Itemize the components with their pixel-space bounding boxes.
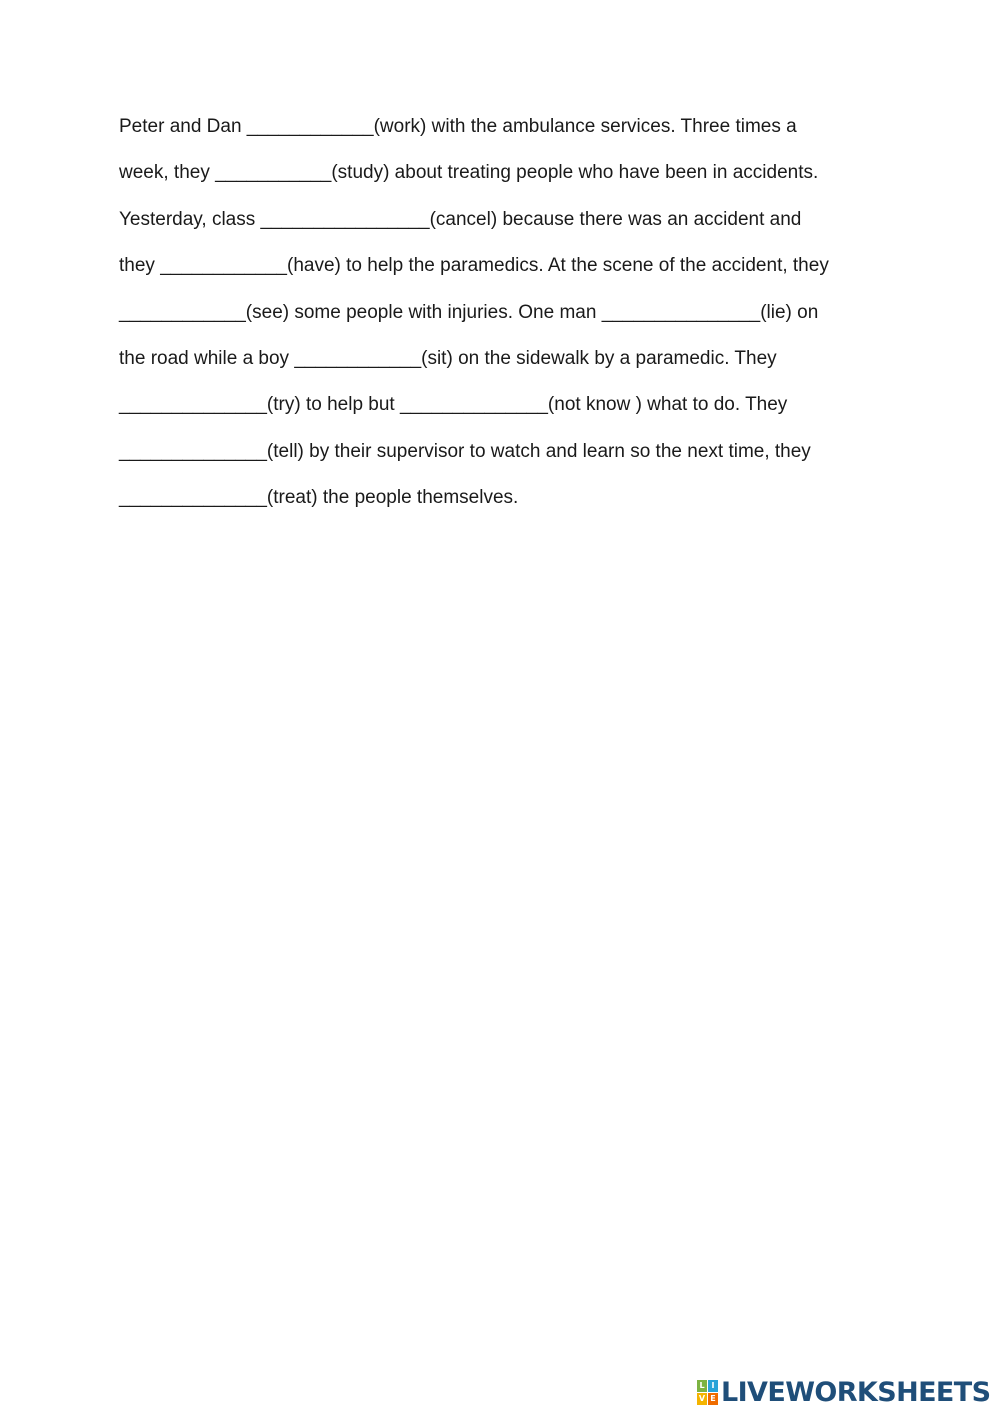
worksheet-text bbox=[119, 104, 919, 522]
worksheet-line-1: Peter and Dan ____________(work) with the ambulance services. Three times a bbox=[119, 116, 797, 137]
worksheet-line-2: week, they ___________(study) about treating people who have been in accidents. bbox=[119, 162, 819, 184]
worksheet-line-9: ______________(treat) the people themselves. bbox=[119, 487, 519, 509]
liveworksheets-logo-icon: L I V E bbox=[697, 1380, 719, 1406]
worksheet-line-7: ______________(try) to help but ______________(not know ) what to do. They bbox=[119, 394, 788, 416]
worksheet-line-3: Yesterday, class ________________(cancel) because there was an accident and bbox=[119, 208, 802, 230]
liveworksheets-logo-text: LIVEWORKSHEETS bbox=[721, 1377, 991, 1408]
worksheet-line-5: ____________(see) some people with injuries. One man _______________(lie) on bbox=[119, 301, 819, 323]
worksheet-line-8: ______________(tell) by their supervisor to watch and learn so the next time, they bbox=[119, 440, 811, 462]
liveworksheets-logo bbox=[697, 1377, 990, 1409]
worksheet-line-4: they ____________(have) to help the paramedics. At the scene of the accident, they bbox=[119, 255, 829, 277]
worksheet-line-6: the road while a boy ____________(sit) on the sidewalk by a paramedic. They bbox=[119, 348, 777, 370]
